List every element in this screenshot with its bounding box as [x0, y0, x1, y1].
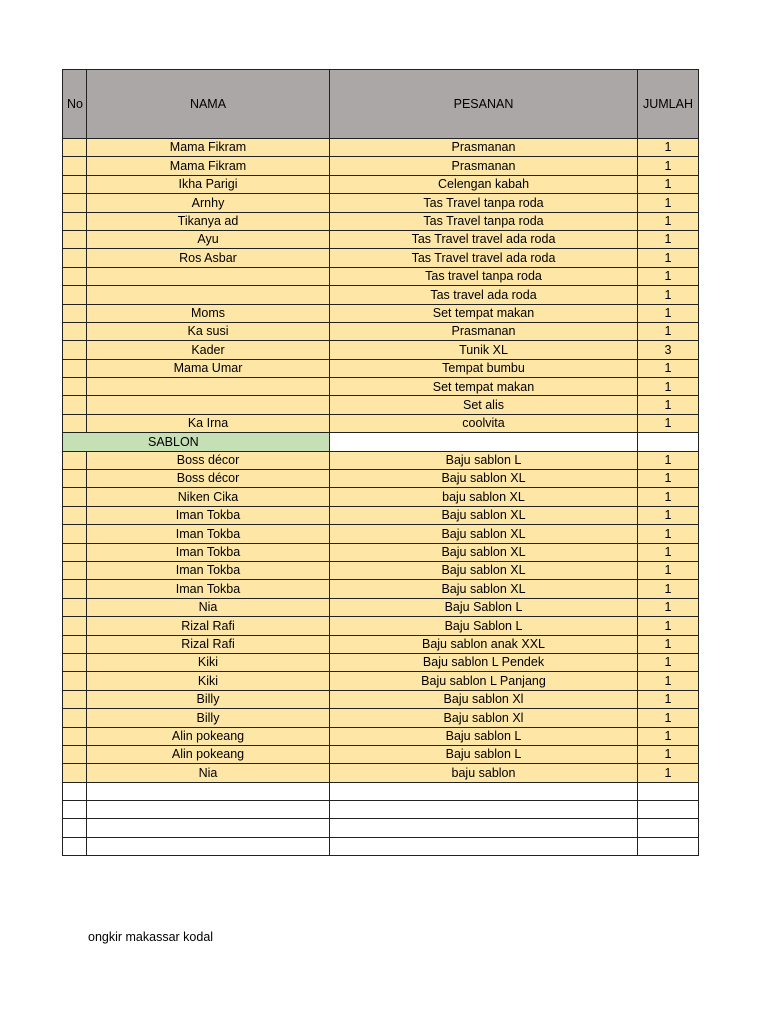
table-row: [63, 837, 699, 855]
cell-no: [63, 819, 87, 837]
cell-jumlah: 1: [638, 635, 699, 653]
cell-jumlah: 3: [638, 341, 699, 359]
cell-no: [63, 801, 87, 819]
cell-no: [63, 653, 87, 671]
table-row: [63, 561, 699, 579]
section-row: [63, 433, 699, 451]
cell-jumlah: 1: [638, 286, 699, 304]
table-row: [63, 414, 699, 432]
cell-pesanan: Baju sablon XL: [330, 580, 638, 598]
cell-nama: Kiki: [87, 653, 330, 671]
cell-pesanan: Baju Sablon L: [330, 617, 638, 635]
cell-pesanan: Baju sablon XL: [330, 525, 638, 543]
cell-jumlah: 1: [638, 175, 699, 193]
cell-no: [63, 194, 87, 212]
cell-pesanan: [330, 433, 638, 451]
cell-jumlah: 1: [638, 139, 699, 157]
table-row: [63, 212, 699, 230]
cell-pesanan: baju sablon XL: [330, 488, 638, 506]
table-row: [63, 543, 699, 561]
cell-jumlah: 1: [638, 322, 699, 340]
cell-no: [63, 690, 87, 708]
cell-no: [63, 543, 87, 561]
cell-jumlah: 1: [638, 506, 699, 524]
cell-jumlah: [638, 837, 699, 855]
table-row: [63, 801, 699, 819]
cell-nama: Mama Fikram: [87, 139, 330, 157]
cell-jumlah: [638, 433, 699, 451]
cell-no: [63, 451, 87, 469]
cell-jumlah: 1: [638, 194, 699, 212]
cell-no: [63, 617, 87, 635]
cell-no: [63, 414, 87, 432]
cell-nama: [87, 378, 330, 396]
cell-pesanan: Baju sablon anak XXL: [330, 635, 638, 653]
cell-pesanan: Baju sablon L: [330, 727, 638, 745]
cell-no: [63, 506, 87, 524]
cell-nama: Iman Tokba: [87, 561, 330, 579]
cell-nama: Boss décor: [87, 470, 330, 488]
cell-no: [63, 598, 87, 616]
cell-jumlah: 1: [638, 230, 699, 248]
cell-pesanan: Baju sablon L: [330, 451, 638, 469]
cell-no: [63, 359, 87, 377]
table-row: [63, 249, 699, 267]
cell-pesanan: baju sablon: [330, 764, 638, 782]
cell-nama: Billy: [87, 709, 330, 727]
table-row: [63, 782, 699, 800]
cell-no: [63, 837, 87, 855]
cell-jumlah: 1: [638, 249, 699, 267]
cell-pesanan: Baju sablon XL: [330, 561, 638, 579]
cell-nama: Ka Irna: [87, 414, 330, 432]
cell-nama: [87, 782, 330, 800]
table-row: [63, 580, 699, 598]
cell-no: [63, 212, 87, 230]
table-row: [63, 396, 699, 414]
cell-no: [63, 488, 87, 506]
cell-jumlah: 1: [638, 470, 699, 488]
cell-no: [63, 764, 87, 782]
cell-pesanan: Tas Travel tanpa roda: [330, 194, 638, 212]
cell-no: [63, 635, 87, 653]
cell-no: [63, 230, 87, 248]
cell-pesanan: Baju sablon XL: [330, 543, 638, 561]
cell-pesanan: Celengan kabah: [330, 175, 638, 193]
cell-jumlah: 1: [638, 525, 699, 543]
table-row: [63, 304, 699, 322]
table-row: [63, 322, 699, 340]
cell-pesanan: Baju sablon Xl: [330, 690, 638, 708]
table-row: [63, 672, 699, 690]
cell-pesanan: Baju sablon XL: [330, 506, 638, 524]
cell-nama: Rizal Rafi: [87, 635, 330, 653]
cell-no: [63, 304, 87, 322]
table-row: [63, 819, 699, 837]
cell-no: [63, 249, 87, 267]
cell-jumlah: 1: [638, 690, 699, 708]
cell-pesanan: Tas Travel tanpa roda: [330, 212, 638, 230]
cell-pesanan: Prasmanan: [330, 139, 638, 157]
cell-jumlah: 1: [638, 764, 699, 782]
cell-nama: Tikanya ad: [87, 212, 330, 230]
cell-no: [63, 175, 87, 193]
cell-pesanan: Baju sablon L Panjang: [330, 672, 638, 690]
table-row: [63, 764, 699, 782]
table-row: [63, 378, 699, 396]
cell-no: [63, 525, 87, 543]
cell-pesanan: Baju sablon L Pendek: [330, 653, 638, 671]
cell-nama: Alin pokeang: [87, 727, 330, 745]
cell-nama: [87, 286, 330, 304]
cell-no: [63, 709, 87, 727]
header-jumlah: JUMLAH: [638, 70, 699, 139]
cell-nama: Ikha Parigi: [87, 175, 330, 193]
header-pesanan: PESANAN: [330, 70, 638, 139]
cell-jumlah: 1: [638, 451, 699, 469]
cell-pesanan: [330, 837, 638, 855]
cell-jumlah: 1: [638, 543, 699, 561]
cell-pesanan: Prasmanan: [330, 322, 638, 340]
cell-no: [63, 139, 87, 157]
footer-note: ongkir makassar kodal: [88, 930, 214, 944]
cell-jumlah: 1: [638, 157, 699, 175]
cell-jumlah: 1: [638, 304, 699, 322]
cell-nama: Kiki: [87, 672, 330, 690]
cell-pesanan: Baju sablon XL: [330, 470, 638, 488]
cell-nama: [87, 396, 330, 414]
cell-nama: Mama Umar: [87, 359, 330, 377]
table-row: [63, 709, 699, 727]
cell-pesanan: Tunik XL: [330, 341, 638, 359]
table-row: [63, 175, 699, 193]
cell-jumlah: [638, 782, 699, 800]
cell-jumlah: 1: [638, 359, 699, 377]
cell-nama: Nia: [87, 764, 330, 782]
cell-nama: Mama Fikram: [87, 157, 330, 175]
cell-pesanan: Tas Travel travel ada roda: [330, 230, 638, 248]
table-row: [63, 488, 699, 506]
cell-jumlah: 1: [638, 414, 699, 432]
cell-nama: Iman Tokba: [87, 506, 330, 524]
table-row: [63, 727, 699, 745]
table-row: [63, 525, 699, 543]
header-no: No: [63, 70, 87, 139]
cell-nama: Ros Asbar: [87, 249, 330, 267]
cell-nama: Alin pokeang: [87, 745, 330, 763]
cell-no: [63, 322, 87, 340]
cell-no: [63, 378, 87, 396]
section-label: SABLON: [63, 433, 330, 451]
cell-pesanan: Set alis: [330, 396, 638, 414]
cell-no: [63, 286, 87, 304]
cell-pesanan: Tas Travel travel ada roda: [330, 249, 638, 267]
table-row: [63, 506, 699, 524]
cell-pesanan: Set tempat makan: [330, 304, 638, 322]
cell-nama: Boss décor: [87, 451, 330, 469]
cell-no: [63, 672, 87, 690]
table-row: [63, 341, 699, 359]
cell-no: [63, 580, 87, 598]
table-row: [63, 617, 699, 635]
cell-nama: Iman Tokba: [87, 543, 330, 561]
cell-nama: [87, 819, 330, 837]
cell-jumlah: 1: [638, 267, 699, 285]
table-row: [63, 286, 699, 304]
cell-nama: Nia: [87, 598, 330, 616]
cell-jumlah: 1: [638, 709, 699, 727]
cell-nama: Rizal Rafi: [87, 617, 330, 635]
cell-pesanan: Tas travel ada roda: [330, 286, 638, 304]
cell-nama: Ayu: [87, 230, 330, 248]
table-row: [63, 635, 699, 653]
cell-pesanan: Prasmanan: [330, 157, 638, 175]
cell-jumlah: 1: [638, 672, 699, 690]
cell-pesanan: coolvita: [330, 414, 638, 432]
cell-no: [63, 727, 87, 745]
cell-jumlah: 1: [638, 561, 699, 579]
cell-pesanan: Baju Sablon L: [330, 598, 638, 616]
cell-jumlah: 1: [638, 598, 699, 616]
cell-nama: [87, 837, 330, 855]
order-table: [62, 69, 699, 856]
cell-jumlah: [638, 819, 699, 837]
table-row: [63, 598, 699, 616]
table-row: [63, 359, 699, 377]
cell-jumlah: 1: [638, 396, 699, 414]
cell-nama: Ka susi: [87, 322, 330, 340]
cell-no: [63, 157, 87, 175]
table-row: [63, 139, 699, 157]
header-row: [63, 70, 699, 139]
table-row: [63, 451, 699, 469]
cell-pesanan: Tas travel tanpa roda: [330, 267, 638, 285]
cell-jumlah: 1: [638, 378, 699, 396]
cell-pesanan: Tempat bumbu: [330, 359, 638, 377]
table-row: [63, 157, 699, 175]
cell-nama: [87, 267, 330, 285]
cell-jumlah: 1: [638, 727, 699, 745]
table-row: [63, 690, 699, 708]
cell-no: [63, 782, 87, 800]
header-nama: NAMA: [87, 70, 330, 139]
cell-pesanan: [330, 801, 638, 819]
table-row: [63, 653, 699, 671]
cell-pesanan: Baju sablon L: [330, 745, 638, 763]
cell-pesanan: [330, 782, 638, 800]
cell-jumlah: 1: [638, 653, 699, 671]
cell-no: [63, 341, 87, 359]
cell-jumlah: 1: [638, 745, 699, 763]
table-row: [63, 194, 699, 212]
cell-nama: [87, 801, 330, 819]
table-row: [63, 745, 699, 763]
cell-no: [63, 470, 87, 488]
cell-nama: Moms: [87, 304, 330, 322]
cell-jumlah: 1: [638, 580, 699, 598]
cell-no: [63, 267, 87, 285]
table-row: [63, 230, 699, 248]
cell-pesanan: Set tempat makan: [330, 378, 638, 396]
cell-pesanan: [330, 819, 638, 837]
cell-jumlah: 1: [638, 212, 699, 230]
cell-no: [63, 396, 87, 414]
cell-nama: Kader: [87, 341, 330, 359]
cell-no: [63, 745, 87, 763]
cell-nama: Arnhy: [87, 194, 330, 212]
table-row: [63, 470, 699, 488]
table-row: [63, 267, 699, 285]
cell-jumlah: 1: [638, 488, 699, 506]
cell-jumlah: 1: [638, 617, 699, 635]
cell-nama: Billy: [87, 690, 330, 708]
cell-jumlah: [638, 801, 699, 819]
cell-pesanan: Baju sablon Xl: [330, 709, 638, 727]
cell-no: [63, 561, 87, 579]
cell-nama: Niken Cika: [87, 488, 330, 506]
cell-nama: Iman Tokba: [87, 580, 330, 598]
cell-nama: Iman Tokba: [87, 525, 330, 543]
